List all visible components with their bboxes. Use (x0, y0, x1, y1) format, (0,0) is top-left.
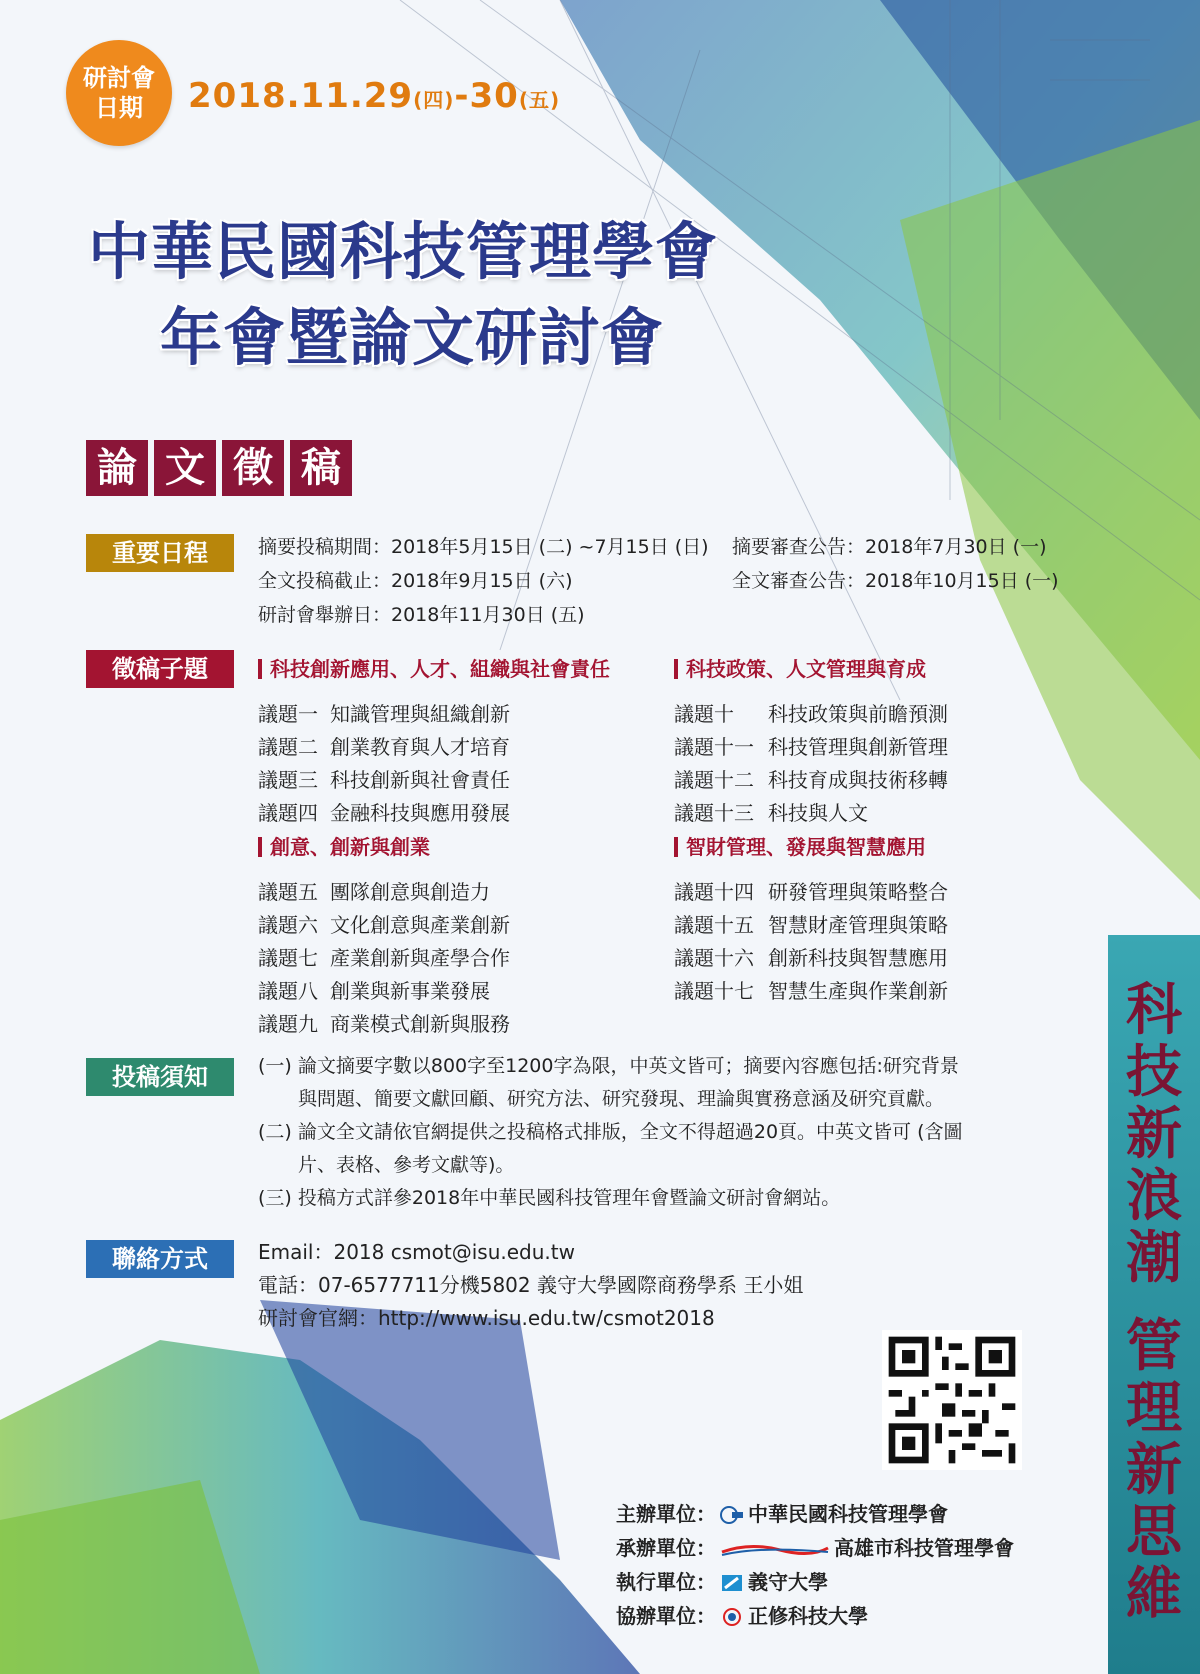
topic-item: 議題十一 科技管理與創新管理 (674, 735, 948, 759)
notice-item: (一) 論文摘要字數以800字至1200字為限，中英文皆可；摘要內容應包括:研究背景 (258, 1055, 959, 1077)
topic-item: 議題三 科技創新與社會責任 (258, 768, 510, 792)
co-organizer: 承辦單位： 高雄市科技管理學會 (616, 1536, 1014, 1560)
topic-item: 議題七 產業創新與產學合作 (258, 946, 510, 970)
topic-item: 議題五 團隊創意與創造力 (258, 880, 490, 904)
topic-item: 議題九 商業模式創新與服務 (258, 1012, 510, 1036)
date-badge (66, 40, 172, 146)
page-title-line1: 中華民國科技管理學會 (88, 215, 719, 288)
topic-item: 議題十二 科技育成與技術移轉 (674, 768, 948, 792)
assisting-unit: 協辦單位： 正修科技大學 (616, 1604, 868, 1628)
page-title-line2: 年會暨論文研討會 (160, 301, 665, 374)
csmot-logo-icon (720, 1506, 744, 1524)
cfp-char: 論 (86, 440, 148, 496)
host-organizer: 主辦單位： 中華民國科技管理學會 (616, 1502, 948, 1526)
conference-date: 2018.11.29(四)-30(五) (188, 76, 561, 116)
isu-logo-icon (720, 1574, 744, 1592)
slogan-text: 科 技 新 浪 潮 管 理 新 思 維 (1114, 980, 1194, 1626)
executing-unit: 執行單位： 義守大學 (616, 1570, 828, 1594)
abstract-review: 摘要審查公告：2018年7月30日 (一) (732, 536, 1047, 558)
cfp-char: 徵 (222, 440, 284, 496)
kaohsiung-society-logo-icon (720, 1540, 830, 1558)
contact-section-label: 聯絡方式 (86, 1240, 234, 1278)
notice-item: (二) 論文全文請依官網提供之投稿格式排版，全文不得超過20頁。中英文皆可 (含圖 (258, 1121, 963, 1143)
topic-item: 議題十四 研發管理與策略整合 (674, 880, 948, 904)
topic-item: 議題六 文化創意與產業創新 (258, 913, 510, 937)
abstract-period: 摘要投稿期間：2018年5月15日 (二) ~7月15日 (日) (258, 536, 709, 558)
cfp-char: 稿 (290, 440, 352, 496)
contact-website[interactable]: 研討會官網：http://www.isu.edu.tw/csmot2018 (258, 1306, 715, 1330)
dates-section-label: 重要日程 (86, 534, 234, 572)
notice-section-label: 投稿須知 (86, 1058, 234, 1096)
topic-item: 議題二 創業教育與人才培育 (258, 735, 510, 759)
contact-phone: 電話：07-6577711分機5802 義守大學國際商務學系 王小姐 (258, 1273, 804, 1297)
call-for-papers-banner (86, 440, 352, 496)
fulltext-deadline: 全文投稿截止：2018年9月15日 (六) (258, 570, 573, 592)
contact-email[interactable]: Email：2018 csmot@isu.edu.tw (258, 1240, 575, 1264)
topic-item: 議題十七 智慧生產與作業創新 (674, 979, 948, 1003)
fulltext-review: 全文審查公告：2018年10月15日 (一) (732, 570, 1059, 592)
topic-group-heading: 創意、創新與創業 (258, 837, 430, 857)
topic-item: 議題八 創業與新事業發展 (258, 979, 490, 1003)
submission-notice (258, 1050, 1058, 1215)
notice-item: 與問題、簡要文獻回顧、研究方法、研究發現、理論與實務意涵及研究貢獻。 (298, 1088, 945, 1110)
topics-section-label: 徵稿子題 (86, 650, 234, 688)
notice-item: (三) 投稿方式詳參2018年中華民國科技管理年會暨論文研討會網站。 (258, 1187, 841, 1209)
topic-group-heading: 智財管理、發展與智慧應用 (674, 837, 926, 857)
topic-item: 議題十五 智慧財產管理與策略 (674, 913, 948, 937)
notice-item: 片、表格、參考文獻等)。 (298, 1154, 515, 1176)
topic-group-heading: 科技創新應用、人才、組織與社會責任 (258, 659, 610, 679)
conference-day: 研討會舉辦日：2018年11月30日 (五) (258, 604, 585, 626)
badge-line2: 日期 (95, 94, 143, 122)
topic-item: 議題一 知識管理與組織創新 (258, 702, 510, 726)
topic-group-heading: 科技政策、人文管理與育成 (674, 659, 926, 679)
topic-item: 議題十三 科技與人文 (674, 801, 868, 825)
qr-code[interactable] (882, 1330, 1022, 1470)
slogan-gap (1114, 1290, 1194, 1316)
topic-item: 議題四 金融科技與應用發展 (258, 801, 510, 825)
topic-item: 議題十 科技政策與前瞻預測 (674, 702, 948, 726)
cfp-char: 文 (154, 440, 216, 496)
csu-logo-icon (720, 1608, 744, 1626)
badge-line1: 研討會 (83, 64, 155, 92)
topic-item: 議題十六 創新科技與智慧應用 (674, 946, 948, 970)
